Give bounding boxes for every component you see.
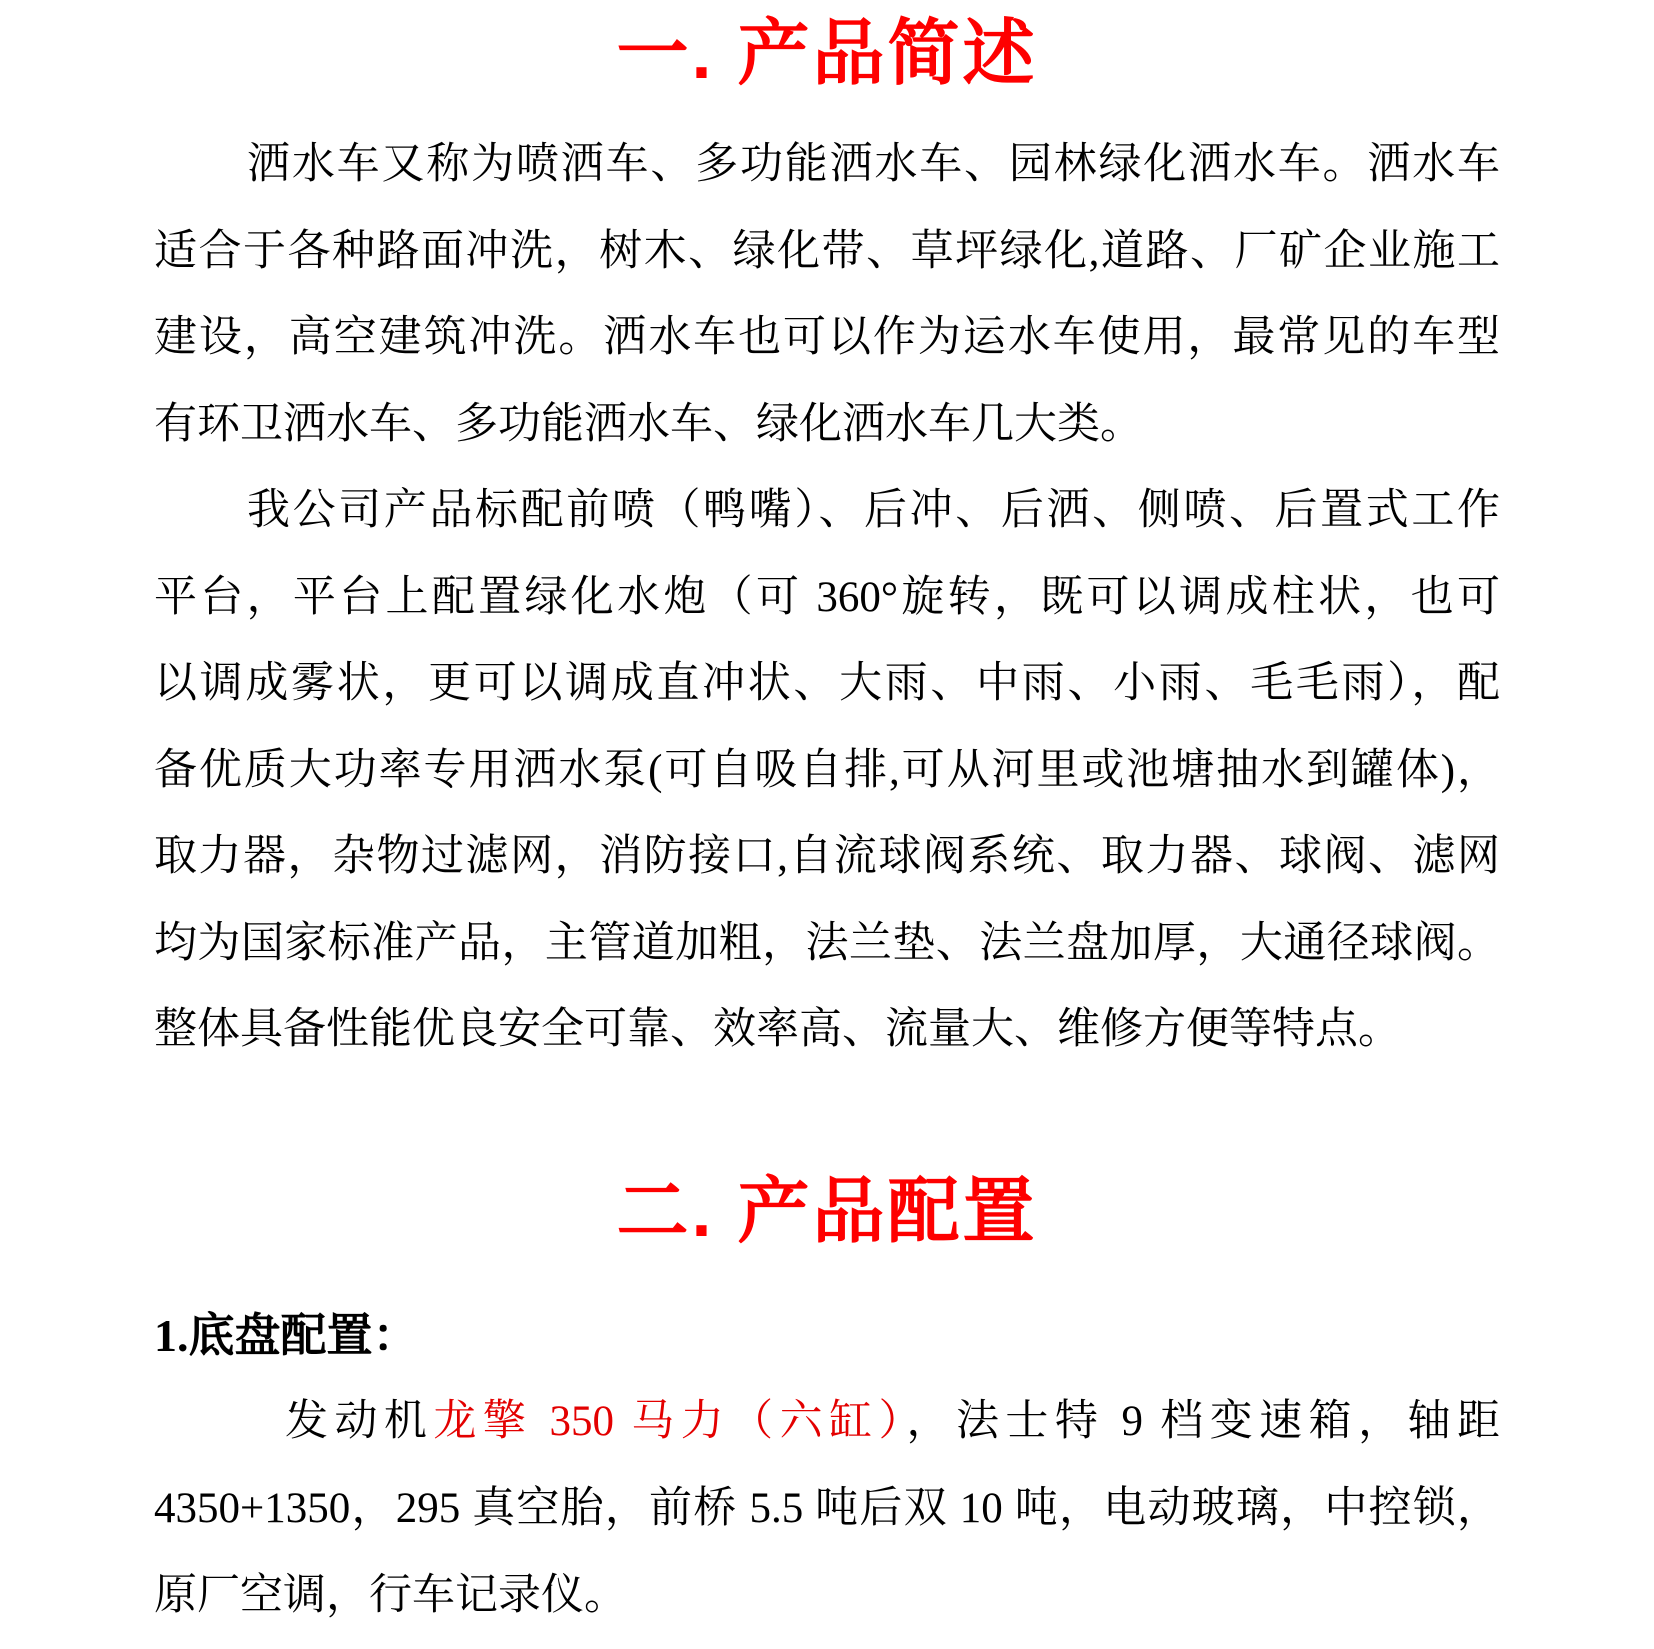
text-line: 以调成雾状，更可以调成直冲状、大雨、中雨、小雨、毛毛雨），配 (154, 660, 1500, 707)
document-content (0, 4, 1654, 1639)
text-line: 备优质大功率专用洒水泵(可自吸自排,可从河里或池塘抽水到罐体)， (154, 746, 1500, 794)
text-line: 建设，高空建筑冲洗。洒水车也可以作为运水车使用，最常见的车型 (154, 314, 1500, 361)
text-line: 洒水车又称为喷洒车、多功能洒水车、园林绿化洒水车。洒水车 (247, 141, 1500, 188)
text-line: 适合于各种路面冲洗，树木、绿化带、草坪绿化,道路、厂矿企业施工 (154, 227, 1500, 275)
chassis-config-heading: 1.底盘配置： (154, 1309, 419, 1361)
section1-paragraph2 (154, 468, 1500, 1074)
section1-title: 一. 产品简述 (616, 14, 1038, 94)
text-line: 我公司产品标配前喷（鸭嘴）、后冲、后洒、侧喷、后置式工作 (247, 487, 1500, 534)
text-line: 有环卫洒水车、多功能洒水车、绿化洒水车几大类。 (154, 400, 1143, 448)
text-line: 均为国家标准产品，主管道加粗，法兰垫、法兰盘加厚，大通径球阀。 (154, 919, 1500, 967)
engine-text-pre: 发动机 (285, 1397, 434, 1445)
engine-highlight-text: 龙擎 350 马力（六缸） (433, 1397, 907, 1445)
engine-text-post: ，法士特 9 档变速箱，轴距 (906, 1397, 1501, 1445)
section1-paragraph1 (154, 122, 1500, 468)
text-line: 整体具备性能优良安全可靠、效率高、流量大、维修方便等特点。 (154, 1006, 1401, 1053)
text-line: 取力器，杂物过滤网，消防接口,自流球阀系统、取力器、球阀、滤网 (154, 833, 1500, 880)
text-line: 平台，平台上配置绿化水炮（可 360°旋转，既可以调成柱状，也可 (154, 573, 1500, 621)
section2-title: 二. 产品配置 (616, 1171, 1038, 1252)
section2-chassis-paragraph (154, 1378, 1500, 1639)
text-line (154, 1378, 1500, 1465)
text-line: 原厂空调，行车记录仪。 (154, 1571, 627, 1619)
text-line: 4350+1350，295 真空胎，前桥 5.5 吨后双 10 吨，电动玻璃，中控锁， (154, 1484, 1500, 1532)
